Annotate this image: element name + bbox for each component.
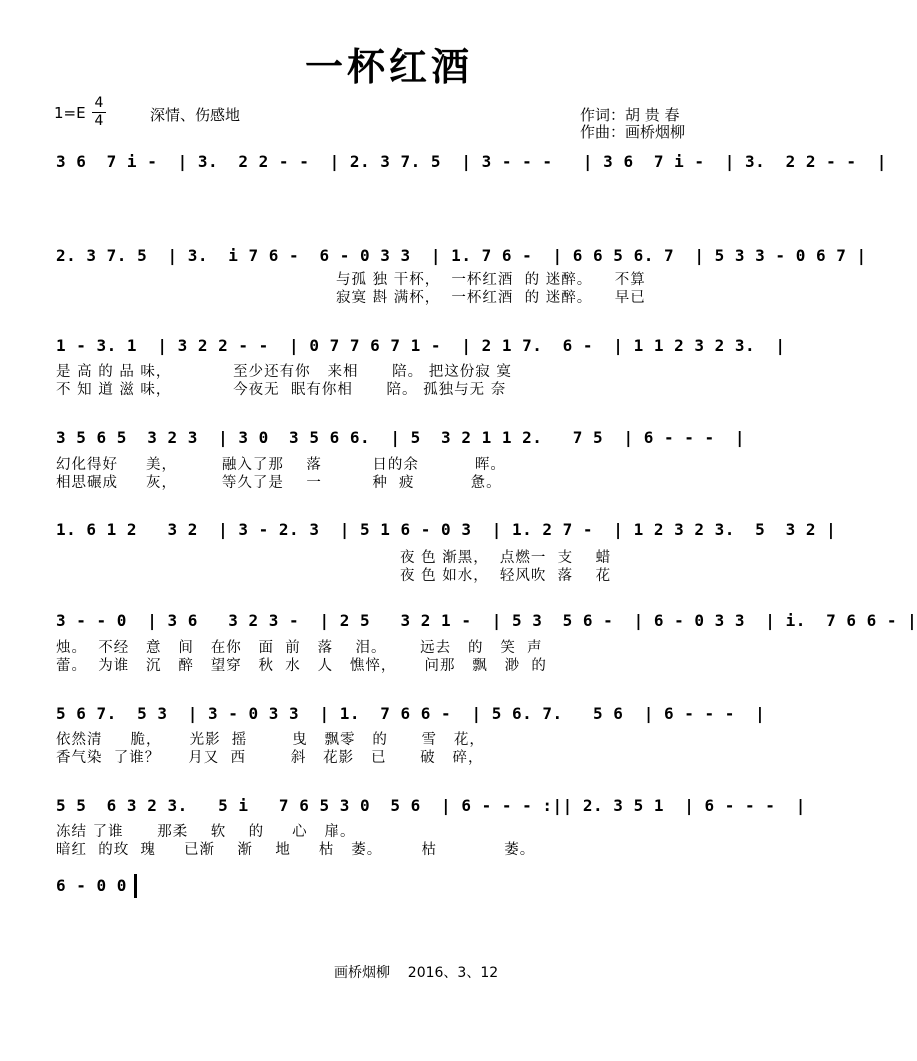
score-line-8-lyrics-verse2: 暗红 的玫 瑰 已渐 渐 地 枯 萎。 枯 萎。 — [56, 842, 536, 858]
score-line-9-notes: 6 - 0 0 — [56, 876, 127, 895]
time-signature-numerator: 4 — [94, 95, 104, 111]
score-line-2-notes: 2. 3 7. 5 | 3. i 7 6 - 6 - 0 3 3 | 1. 7 6 - | 6 6 5 6. 7 | 5 3 3 - 0 6 7 | — [56, 246, 867, 265]
score-line-7-notes: 5 6 7. 5 3 | 3 - 0 3 3 | 1. 7 6 6 - | 5 6. 7. 5 6 | 6 - - - | — [56, 704, 766, 723]
final-barline — [134, 874, 137, 898]
time-signature-denominator: 4 — [94, 113, 104, 129]
score-line-3-lyrics-verse1: 是 高 的 品 味， 至少还有你 来相 陪。 把这份寂 寞 — [56, 364, 512, 380]
score-line-6-notes: 3 - - 0 | 3 6 3 2 3 - | 2 5 3 2 1 - | 5 3 5 6 - | 6 - 0 3 3 | i. 7 6 6 - | — [56, 611, 917, 630]
score-line-1-notes: 3 6 7 i - | 3. 2 2 - - | 2. 3 7. 5 | 3 - - - | 3 6 7 i - | 3. 2 2 - - | — [56, 152, 887, 171]
score-line-8-notes: 5 5 6 3 2 3. 5 i 7 6 5 3 0 5 6 | 6 - - - :|| 2. 3 5 1 | 6 - - - | — [56, 796, 806, 815]
score-line-4-lyrics-verse1: 幻化得好 美， 融入了那 落 日的余 晖。 — [56, 457, 506, 473]
composer-credit: 作曲：画桥烟柳 — [580, 123, 686, 141]
score-line-4-notes: 3 5 6 5 3 2 3 | 3 0 3 5 6 6. | 5 3 2 1 1 2. 7 5 | 6 - - - | — [56, 428, 746, 447]
score-line-5-lyrics-verse1: 夜 色 渐黑， 点燃一 支 蜡 — [400, 550, 612, 566]
mood-marking: 深情、伤感地 — [150, 106, 241, 124]
score-line-7-lyrics-verse2: 香气染 了谁？ 月又 西 斜 花影 已 破 碎， — [56, 750, 484, 766]
score-line-4-lyrics-verse2: 相思碾成 灰， 等久了是 一 种 疲 惫。 — [56, 475, 502, 491]
score-line-2-lyrics-verse1: 与孤 独 干杯， 一杯红酒 的 迷醉。 不算 — [336, 272, 646, 288]
score-line-8-lyrics-verse1: 冻结 了谁 那柔 软 的 心 扉。 — [56, 824, 356, 840]
score-line-2-lyrics-verse2: 寂寞 斟 满杯， 一杯红酒 的 迷醉。 早已 — [336, 290, 646, 306]
score-line-3-notes: 1 - 3. 1 | 3 2 2 - - | 0 7 7 6 7 1 - | 2 1 7. 6 - | 1 1 2 3 2 3. | — [56, 336, 786, 355]
score-line-3-lyrics-verse2: 不 知 道 滋 味， 今夜无 眠有你相 陪。 孤独与无 奈 — [56, 382, 507, 398]
key-signature: 1=E — [54, 104, 86, 122]
score-line-7-lyrics-verse1: 依然清 脆， 光影 摇 曳 飘零 的 雪 花， — [56, 732, 485, 748]
score-line-5-lyrics-verse2: 夜 色 如水， 轻风吹 落 花 — [400, 568, 612, 584]
song-title: 一杯红酒 — [304, 44, 473, 89]
footer-signature: 画桥烟柳 2016、3、12 — [334, 965, 499, 981]
score-line-5-notes: 1. 6 1 2 3 2 | 3 - 2. 3 | 5 1 6 - 0 3 | 1. 2 7 - | 1 2 3 2 3. 5 3 2 | — [56, 520, 837, 539]
score-line-6-lyrics-verse2: 蕾。 为谁 沉 醉 望穿 秋 水 人 憔悴， 问那 飘 渺 的 — [56, 658, 547, 674]
time-signature — [92, 96, 106, 129]
lyricist-credit: 作词：胡 贵 春 — [580, 106, 680, 124]
score-line-6-lyrics-verse1: 烛。 不经 意 间 在你 面 前 落 泪。 远去 的 笑 声 — [56, 640, 543, 656]
